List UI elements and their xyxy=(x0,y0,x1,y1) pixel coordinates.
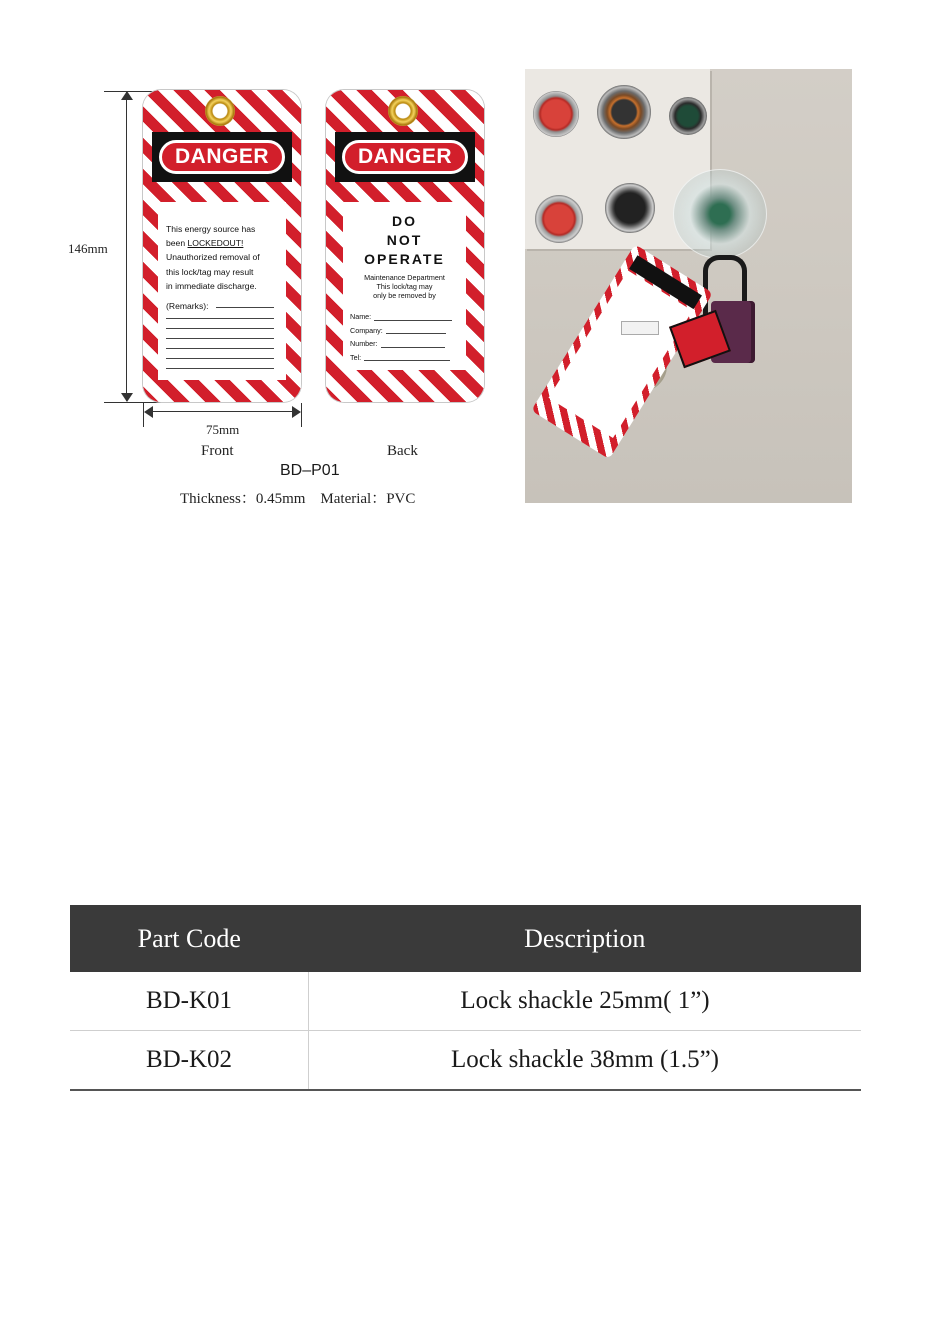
dimension-height-arrow xyxy=(126,92,127,401)
arrow-down-icon xyxy=(121,393,133,402)
grommet-icon xyxy=(388,96,418,126)
back-text-panel xyxy=(343,202,466,370)
red-button-icon xyxy=(535,195,583,243)
description-cell: Lock shackle 25mm( 1”) xyxy=(309,972,862,1031)
do-not-operate-text: DO NOT OPERATE xyxy=(364,213,445,267)
remarks-line xyxy=(216,307,274,308)
danger-header xyxy=(152,132,292,182)
front-warning-text: This energy source has been LOCKEDOUT! Unauthorized removal of this lock/tag may result in immediate discharge. (Remarks): xyxy=(158,202,286,313)
grommet-icon xyxy=(205,96,235,126)
front-text-panel xyxy=(158,202,286,380)
table-row xyxy=(70,972,861,1031)
small-label-icon xyxy=(621,321,659,335)
write-line xyxy=(166,338,274,339)
orange-button-icon xyxy=(597,85,651,139)
dimension-width-line-right xyxy=(301,403,302,427)
part-code-cell: BD-K02 xyxy=(70,1031,309,1091)
arrow-right-icon xyxy=(292,406,301,418)
field-number: Number: xyxy=(350,337,466,351)
dimension-height-label: 146mm xyxy=(68,241,108,256)
green-button-icon xyxy=(669,97,707,135)
write-line xyxy=(166,328,274,329)
parts-table xyxy=(70,905,861,1091)
write-line xyxy=(166,318,274,319)
remarks-label: (Remarks): xyxy=(166,301,209,312)
front-tag xyxy=(143,90,301,402)
dimension-width-arrow xyxy=(146,411,298,412)
dimension-width-label: 75mm xyxy=(206,422,240,437)
red-button-icon xyxy=(533,91,579,137)
write-line xyxy=(166,358,274,359)
table-header-row xyxy=(70,905,861,972)
back-tag xyxy=(326,90,484,402)
table-row xyxy=(70,1031,861,1091)
lockedout-text: LOCKEDOUT! xyxy=(187,238,244,249)
danger-label: DANGER xyxy=(342,140,468,174)
danger-header xyxy=(335,132,475,182)
model-caption: BD–P01 xyxy=(280,462,340,479)
field-tel: Tel: xyxy=(350,351,466,365)
header-description: Description xyxy=(309,905,862,972)
dimension-height-line-bottom xyxy=(104,402,162,403)
maintenance-text: Maintenance Department This lock/tag may only be removed by xyxy=(364,273,445,300)
arrow-up-icon xyxy=(121,91,133,100)
field-company: Company: xyxy=(350,324,466,338)
header-part-code: Part Code xyxy=(70,905,309,972)
arrow-left-icon xyxy=(144,406,153,418)
lockout-photo xyxy=(525,69,852,503)
write-line xyxy=(166,348,274,349)
description-cell: Lock shackle 38mm (1.5”) xyxy=(309,1031,862,1091)
black-button-icon xyxy=(605,183,655,233)
danger-label: DANGER xyxy=(159,140,285,174)
front-caption: Front xyxy=(201,443,234,459)
back-caption: Back xyxy=(387,443,418,459)
part-code-cell: BD-K01 xyxy=(70,972,309,1031)
field-name: Name: xyxy=(350,310,466,324)
back-fields xyxy=(350,310,466,364)
clear-cover-icon xyxy=(673,169,767,259)
write-line xyxy=(166,368,274,369)
specs-caption: Thickness：0.45mm Material：PVC xyxy=(180,491,416,507)
